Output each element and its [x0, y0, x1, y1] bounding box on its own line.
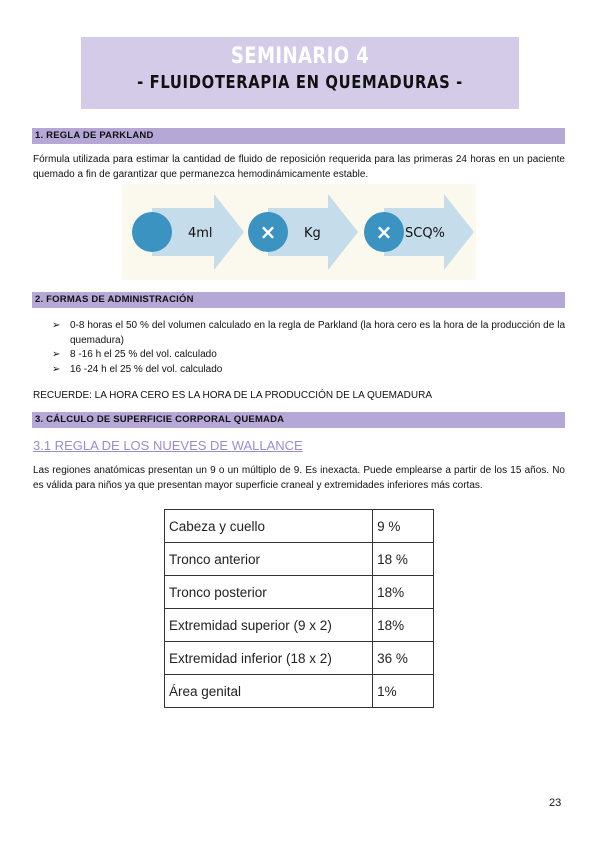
- arrow-bullet-icon: ➢: [52, 349, 61, 360]
- region-cell: Tronco posterior: [165, 576, 373, 609]
- formula-operator-2: ×: [259, 220, 277, 244]
- section-heading-body-surface: 3. CÁLCULO DE SUPERFICIE CORPORAL QUEMADA: [32, 412, 565, 428]
- list-item: ➢ 0-8 horas el 50 % del volumen calculado en la regla de Parkland (la hora cero es la hora de la producción de la quemadura): [52, 320, 565, 346]
- page-number: 23: [549, 797, 562, 809]
- administration-list: [52, 319, 565, 377]
- parkland-formula-diagram: [122, 184, 476, 280]
- formula-label-1: 4ml: [188, 226, 213, 241]
- page-title: SEMINARIO 4: [230, 44, 370, 69]
- page-subtitle: - FLUIDOTERAPIA EN QUEMADURAS -: [137, 72, 463, 93]
- table-row: [165, 510, 434, 543]
- region-cell: Cabeza y cuello: [165, 510, 373, 543]
- reminder-text: RECUERDE: LA HORA CERO ES LA HORA DE LA PRODUCCIÓN DE LA QUEMADURA: [33, 390, 432, 401]
- percent-cell: 18%: [373, 576, 434, 609]
- formula-circle-1: [132, 212, 172, 252]
- region-cell: Extremidad superior (9 x 2): [165, 609, 373, 642]
- section-heading-administration: 2. FORMAS DE ADMINISTRACIÓN: [32, 292, 565, 308]
- table-row: [165, 543, 434, 576]
- percent-cell: 9 %: [373, 510, 434, 543]
- percent-cell: 18 %: [373, 543, 434, 576]
- table-row: [165, 576, 434, 609]
- body-regions-table: [164, 509, 434, 708]
- subheading-rule-of-nines: 3.1 REGLA DE LOS NUEVES DE WALLANCE: [33, 438, 303, 453]
- parkland-description: Fórmula utilizada para estimar la cantidad de fluido de reposición requerida para las primeras 24 horas en un paciente quemado a fin de garantizar que permanezca hemodinámicamente estable.: [33, 154, 565, 180]
- formula-label-2: Kg: [304, 226, 321, 241]
- rule-of-nines-description: Las regiones anatómicas presentan un 9 o un múltiplo de 9. Es inexacta. Puede emplearse a partir de los 15 años. No es válida para niños ya que presentan mayor superficie craneal y extremidades inferiores más cortas.: [33, 465, 565, 491]
- table-row: [165, 675, 434, 708]
- region-cell: Tronco anterior: [165, 543, 373, 576]
- list-item: ➢ 16 -24 h el 25 % del vol. calculado: [52, 363, 565, 378]
- section-heading-parkland: 1. REGLA DE PARKLAND: [32, 128, 565, 144]
- formula-label-3: SCQ%: [405, 226, 445, 241]
- arrow-bullet-icon: ➢: [52, 320, 61, 331]
- percent-cell: 1%: [373, 675, 434, 708]
- list-item: ➢ 8 -16 h el 25 % del vol. calculado: [52, 348, 565, 363]
- table-row: [165, 609, 434, 642]
- title-banner: [81, 37, 519, 109]
- arrow-bullet-icon: ➢: [52, 363, 61, 375]
- percent-cell: 18%: [373, 609, 434, 642]
- percent-cell: 36 %: [373, 642, 434, 675]
- region-cell: Extremidad inferior (18 x 2): [165, 642, 373, 675]
- formula-operator-3: ×: [375, 220, 393, 244]
- region-cell: Área genital: [165, 675, 373, 708]
- table-row: [165, 642, 434, 675]
